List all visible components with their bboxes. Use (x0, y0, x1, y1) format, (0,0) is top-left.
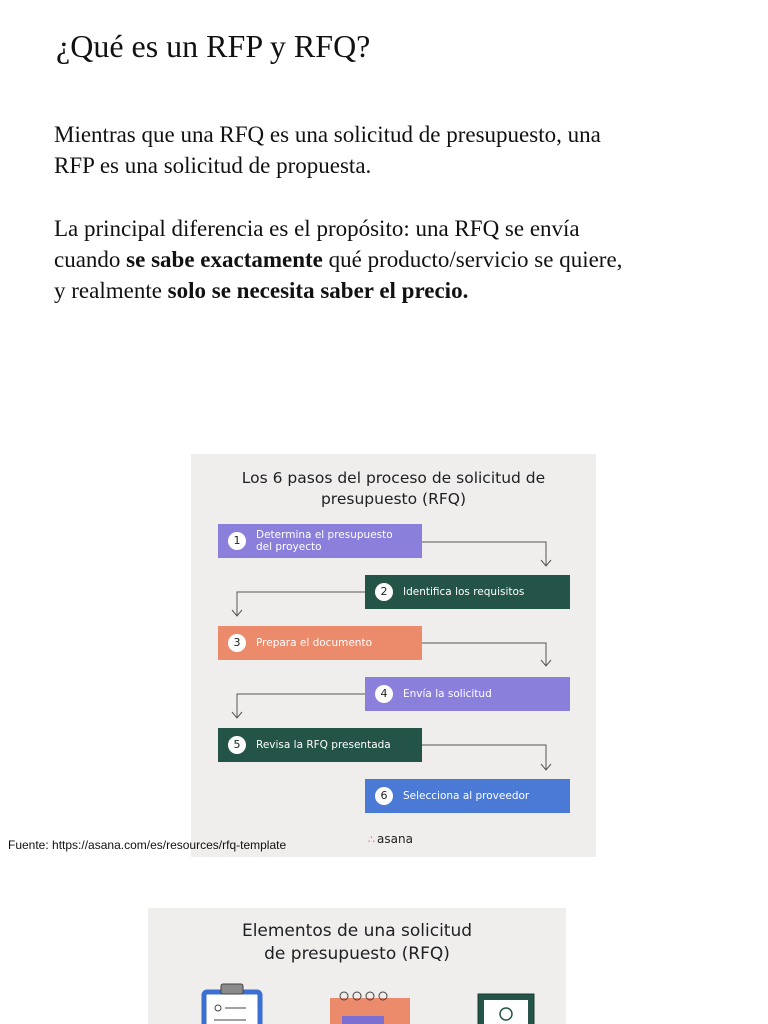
step-number: 3 (228, 634, 246, 652)
paragraph-text: y realmente (54, 278, 168, 303)
bold-text: solo se necesita saber el precio. (167, 278, 469, 303)
infographic-title: Elementos de una solicitud de presupuesto (RFQ) (241, 921, 473, 964)
step-6 (365, 779, 570, 813)
step-label: Selecciona al proveedor (403, 790, 530, 802)
step-1 (218, 524, 422, 558)
clipboard-icon (204, 984, 260, 1024)
bold-text: se sabe exactamente (126, 247, 323, 272)
page-title: ¿Qué es un RFP y RFQ? (56, 28, 371, 64)
step-4 (365, 677, 570, 711)
step-label: Identifica los requisitos (403, 586, 525, 598)
step-label: Determina el presupuesto del proyecto (256, 529, 393, 553)
rfq-elements-infographic (148, 908, 566, 1024)
step-number: 4 (375, 685, 393, 703)
paragraph-difference (54, 213, 734, 306)
step-number: 5 (228, 736, 246, 754)
step-number: 1 (228, 532, 246, 550)
step-label: Prepara el documento (256, 637, 372, 649)
step-number: 6 (375, 787, 393, 805)
step-5 (218, 728, 422, 762)
step-label: Revisa la RFQ presentada (256, 739, 391, 751)
step-2 (365, 575, 570, 609)
paragraph-line: Mientras que una RFQ es una solicitud de presupuesto, una (54, 122, 601, 147)
infographic-title: Los 6 pasos del proceso de solicitud de presupuesto (RFQ) (241, 469, 546, 508)
paragraph-definition (54, 119, 734, 181)
calendar-icon (330, 992, 410, 1024)
paragraph-line: RFP es una solicitud de propuesta. (54, 153, 372, 178)
source-caption: Fuente: https://asana.com/es/resources/rfq-template (8, 838, 287, 852)
asana-dots-icon: ∴ (368, 832, 375, 846)
rfq-steps-infographic (191, 454, 596, 857)
asana-logo: ∴ asana (368, 832, 413, 846)
step-number: 2 (375, 583, 393, 601)
money-icon (478, 994, 534, 1024)
infographic-icons (148, 908, 566, 1024)
step-3 (218, 626, 422, 660)
paragraph-text: La principal diferencia es el propósito: una RFQ se envía (54, 216, 580, 241)
paragraph-text: cuando (54, 247, 127, 272)
step-label: Envía la solicitud (403, 688, 492, 700)
paragraph-text: qué producto/servicio se quiere, (322, 247, 623, 272)
